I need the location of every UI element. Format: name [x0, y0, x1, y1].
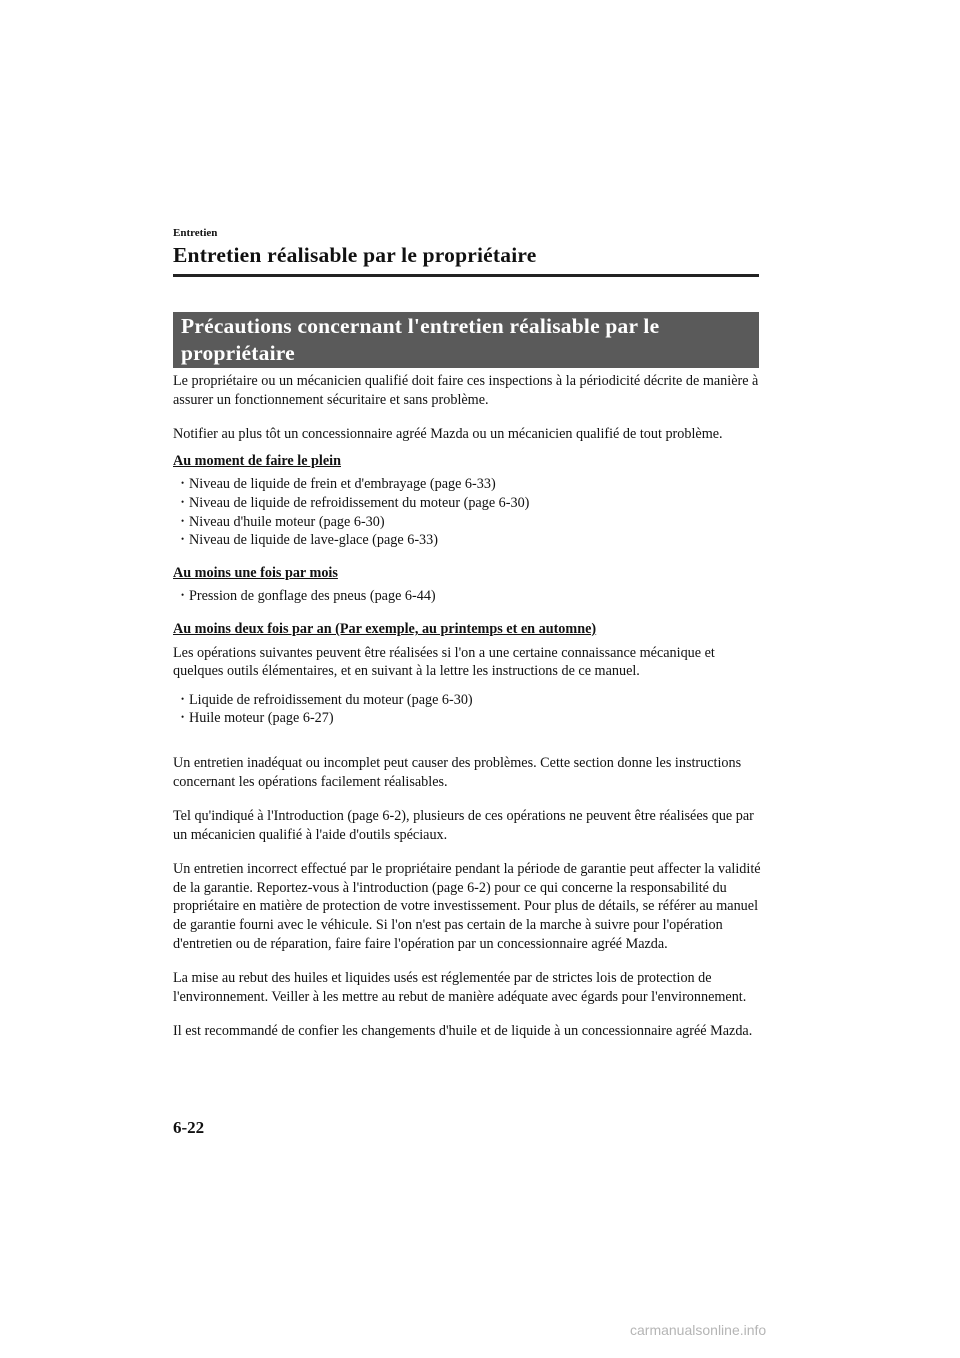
fueling-list: [173, 475, 763, 549]
paragraph: Un entretien incorrect effectué par le propriétaire pendant la période de garantie peut affecter la validité de la garantie. Reportez-vous à l'introduction (page 6-2) pour ce qui concerne la responsabilité du propriétaire en matière de protection de votre investissement. Pour plus de détails, se référer au manuel de garantie fourni avec le véhicule. Si l'on n'est pas certain de la marche à suivre pour l'opération d'entretien ou de réparation, faire faire l'opération par un concessionnaire agréé Mazda.: [173, 861, 761, 952]
list-item: • Niveau de liquide de refroidissement du moteur (page 6-30): [181, 494, 763, 513]
banner-line-1: Précautions concernant l'entretien réalisable par le: [181, 314, 660, 338]
fueling-heading: Au moment de faire le plein: [173, 452, 341, 469]
title-divider: [173, 274, 759, 277]
monthly-heading: Au moins une fois par mois: [173, 564, 338, 581]
section-banner: [173, 312, 759, 368]
list-item: • Huile moteur (page 6-27): [181, 709, 763, 728]
intro-paragraph: Notifier au plus tôt un concessionnaire agréé Mazda ou un mécanicien qualifié de tout problème.: [173, 426, 723, 443]
banner-line-2: propriétaire: [181, 341, 295, 365]
list-item: • Pression de gonflage des pneus (page 6-44): [181, 587, 763, 606]
body-text: [173, 372, 763, 1057]
paragraph: Il est recommandé de confier les changements d'huile et de liquide à un concessionnaire agréé Mazda.: [173, 1023, 753, 1040]
page-number: 6-22: [173, 1118, 205, 1137]
list-item: • Niveau de liquide de lave-glace (page 6-33): [181, 531, 763, 550]
twice-yearly-list: [173, 691, 763, 728]
list-item: • Niveau de liquide de frein et d'embrayage (page 6-33): [181, 475, 763, 494]
paragraph: Tel qu'indiqué à l'Introduction (page 6-2), plusieurs de ces opérations ne peuvent être réalisées que par un mécanicien qualifié à l'aide d'outils spéciaux.: [173, 808, 754, 843]
twice-yearly-heading: Au moins deux fois par an (Par exemple, au printemps et en automne): [173, 620, 597, 637]
list-item: • Niveau d'huile moteur (page 6-30): [181, 513, 763, 532]
section-label: Entretien: [173, 227, 218, 239]
list-item: • Liquide de refroidissement du moteur (page 6-30): [181, 691, 763, 710]
paragraph: La mise au rebut des huiles et liquides usés est réglementée par de strictes lois de protection de l'environnement. Veiller à les mettre au rebut de manière adéquate avec égards pour l'environnement.: [173, 970, 747, 1005]
twice-yearly-text: Les opérations suivantes peuvent être réalisées si l'on a une certaine connaissance mécanique et quelques outils élémentaires, et en suivant à la lettre les instructions de ce manuel.: [173, 644, 715, 680]
monthly-list: [173, 587, 763, 606]
paragraph: Un entretien inadéquat ou incomplet peut causer des problèmes. Cette section donne les instructions concernant les opérations facilement réalisables.: [173, 754, 742, 790]
intro-paragraph: Le propriétaire ou un mécanicien qualifié doit faire ces inspections à la périodicité décrite de manière à assurer un fonctionnement sécuritaire et sans problème.: [173, 373, 759, 408]
watermark: carmanualsonline.info: [630, 1322, 767, 1338]
page-title: Entretien réalisable par le propriétaire: [173, 243, 537, 267]
